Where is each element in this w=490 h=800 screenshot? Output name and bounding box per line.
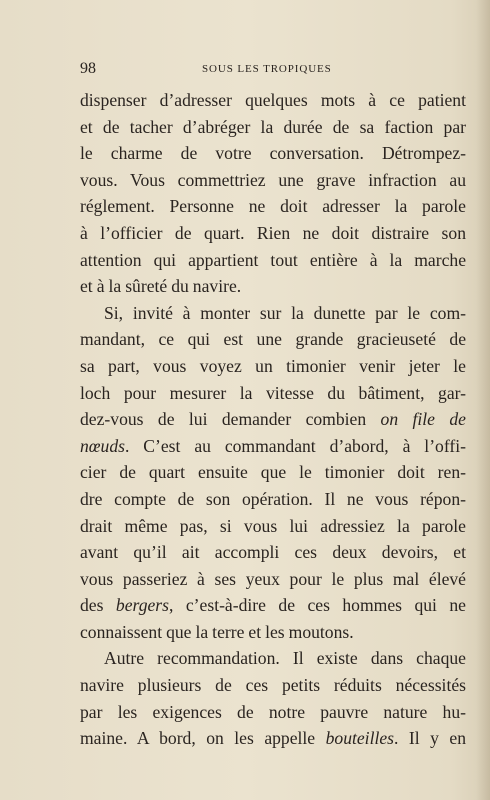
- text-segment: vous passeriez à ses yeux pour le plus mal élevé: [80, 568, 466, 589]
- text-line: [80, 539, 466, 566]
- text-segment: le charme de votre conversation. Détrompez-: [80, 143, 466, 164]
- italic-text: bouteilles: [325, 728, 395, 749]
- text-line: [80, 193, 466, 220]
- text-line: [80, 672, 466, 699]
- page-header: [80, 60, 466, 80]
- text-line: [80, 167, 466, 194]
- text-segment: à l’officier de quart. Rien ne doit distraire son: [80, 222, 466, 243]
- text-segment: . C’est au commandant d’abord, à l’offi-: [124, 435, 466, 456]
- italic-text: on file de: [380, 409, 466, 430]
- text-line: [80, 566, 466, 593]
- text-segment: connaissent que la terre et les moutons.: [80, 621, 354, 642]
- text-line: [80, 513, 466, 540]
- text-segment: , c’est-à-dire de ces hommes qui ne: [169, 595, 466, 616]
- text-line: [80, 273, 466, 300]
- text-line: [80, 87, 466, 114]
- text-line: [80, 326, 466, 353]
- page-number: 98: [80, 60, 96, 77]
- text-line: [80, 220, 466, 247]
- text-line: [80, 300, 466, 327]
- text-line: [80, 459, 466, 486]
- italic-text: bergers: [115, 595, 170, 616]
- text-line: [80, 140, 466, 167]
- text-segment: attention qui appartient tout entière à la marche: [80, 249, 466, 270]
- text-segment: maine. A bord, on les appelle: [80, 728, 326, 749]
- text-line: [80, 406, 466, 433]
- text-segment: dre compte de son opération. Il ne vous répon-: [80, 488, 466, 509]
- text-segment: Autre recommandation. Il existe dans chaque: [104, 648, 466, 669]
- page-edge-shadow: [476, 0, 490, 800]
- text-segment: avant qu’il ait accompli ces deux devoirs, et: [80, 542, 466, 563]
- text-segment: réglement. Personne ne doit adresser la parole: [80, 196, 466, 217]
- text-line: [80, 592, 466, 619]
- text-segment: . Il y en: [394, 728, 466, 749]
- italic-text: nœuds: [80, 435, 125, 456]
- text-segment: drait même pas, si vous lui adressiez la parole: [80, 515, 466, 536]
- text-line: [80, 433, 466, 460]
- text-segment: et de tacher d’abréger la durée de sa faction par: [80, 116, 466, 137]
- text-segment: vous. Vous commettriez une grave infraction au: [80, 169, 466, 190]
- text-segment: dez-vous de lui demander combien: [80, 409, 381, 430]
- text-segment: sa part, vous voyez un timonier venir jeter le: [80, 355, 466, 376]
- text-segment: Si, invité à monter sur la dunette par le com-: [104, 302, 466, 323]
- text-segment: des: [80, 595, 116, 616]
- text-segment: dispenser d’adresser quelques mots à ce patient: [80, 90, 466, 110]
- running-title: SOUS LES TROPIQUES: [202, 63, 332, 75]
- text-line: [80, 114, 466, 141]
- body-text: [80, 87, 466, 752]
- text-line: [80, 486, 466, 513]
- text-line: [80, 645, 466, 672]
- text-segment: loch pour mesurer la vitesse du bâtiment, gar-: [80, 382, 466, 403]
- text-line: [80, 247, 466, 274]
- text-line: [80, 619, 466, 646]
- text-line: [80, 380, 466, 407]
- text-line: [80, 725, 466, 752]
- text-line: [80, 353, 466, 380]
- text-segment: et à la sûreté du navire.: [80, 276, 242, 297]
- text-segment: par les exigences de notre pauvre nature hu-: [80, 701, 466, 722]
- text-segment: navire plusieurs de ces petits réduits nécessités: [80, 675, 466, 696]
- text-segment: mandant, ce qui est une grande gracieuseté de: [80, 329, 466, 350]
- text-segment: cier de quart ensuite que le timonier doit ren-: [80, 462, 466, 483]
- text-line: [80, 699, 466, 726]
